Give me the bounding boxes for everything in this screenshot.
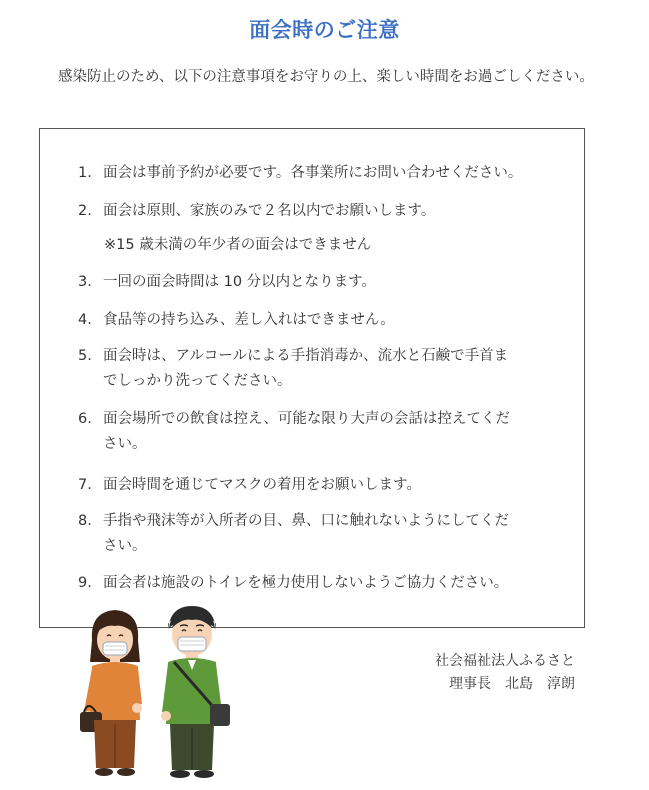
page-title: 面会時のご注意 — [249, 18, 400, 42]
rule-number: 5. — [78, 348, 92, 364]
rule-text-continued: でしっかり洗ってください。 — [103, 373, 292, 389]
rule-item-1 — [78, 161, 558, 186]
rule-text-continued: さい。 — [103, 538, 147, 554]
rule-number: 2. — [78, 203, 92, 219]
rule-item-6 — [78, 407, 558, 457]
signature-block — [395, 650, 575, 696]
rule-number: 6. — [78, 411, 92, 427]
masked-visitors-illustration — [70, 600, 240, 785]
rule-text: 面会時は、アルコールによる手指消毒か、流水と石鹸で手首ま — [103, 348, 509, 364]
rule-number: 1. — [78, 165, 92, 181]
rule-text: 手指や飛沫等が入所者の目、鼻、口に触れないようにしてくだ — [103, 513, 509, 529]
rules-box — [39, 128, 585, 628]
rule-text: 食品等の持ち込み、差し入れはできません。 — [103, 312, 395, 328]
rule-item-4 — [78, 308, 558, 333]
rule-item-5 — [78, 344, 558, 394]
rule-item-9 — [78, 571, 558, 596]
rule-text: 一回の面会時間は 10 分以内となります。 — [103, 274, 377, 290]
rule-text: 面会は原則、家族のみで２名以内でお願いします。 — [103, 203, 436, 219]
representative-name: 理事長 北島 淳朗 — [449, 676, 575, 692]
rule-text: 面会場所での飲食は控え、可能な限り大声の会話は控えてくだ — [103, 411, 510, 427]
rule-text-continued: さい。 — [103, 436, 147, 452]
rule-item-2 — [78, 199, 558, 224]
rule-2-note: ※15 歳未満の年少者の面会はできません — [104, 237, 372, 253]
visitors-icon — [70, 600, 240, 785]
rule-item-3 — [78, 270, 558, 295]
rule-number: 9. — [78, 575, 92, 591]
rule-text: 面会時間を通じてマスクの着用をお願いします。 — [103, 477, 421, 493]
rule-item-8 — [78, 509, 558, 559]
rule-number: 4. — [78, 312, 92, 328]
rule-number: 3. — [78, 274, 92, 290]
rule-text: 面会者は施設のトイレを極力使用しないようご協力ください。 — [103, 575, 509, 591]
rule-text: 面会は事前予約が必要です。各事業所にお問い合わせください。 — [103, 165, 523, 181]
rule-number: 7. — [78, 477, 92, 493]
rule-number: 8. — [78, 513, 92, 529]
intro-text: 感染防止のため、以下の注意事項をお守りの上、楽しい時間をお過ごしください。 — [58, 69, 594, 85]
organization-name: 社会福祉法人ふるさと — [435, 653, 575, 669]
rule-item-7 — [78, 473, 558, 498]
